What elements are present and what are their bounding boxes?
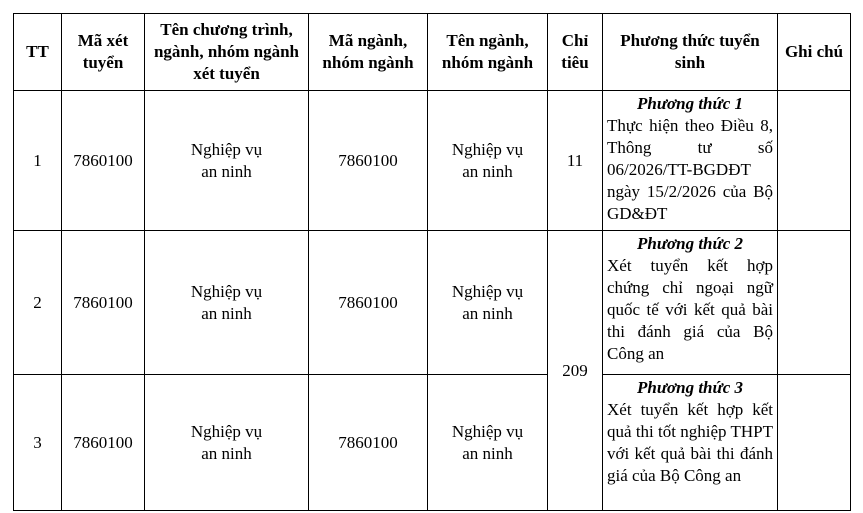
method-title: Phương thức 2 bbox=[636, 234, 743, 253]
header-ma-xet-tuyen: Mã xét tuyển bbox=[62, 14, 145, 91]
cell-ghi-chu bbox=[778, 231, 851, 375]
method-title: Phương thức 1 bbox=[636, 94, 743, 113]
cell-ghi-chu bbox=[778, 375, 851, 511]
program-name-line2: an ninh bbox=[201, 303, 252, 323]
method-text: Xét tuyển kết hợp chứng chỉ ngoại ngữ quốc tế với kết quả bài thi đánh giá của Bộ Công an bbox=[607, 256, 773, 363]
header-ten-nganh: Tên ngành, nhóm ngành bbox=[428, 14, 548, 91]
cell-ghi-chu bbox=[778, 91, 851, 231]
table-row bbox=[14, 375, 851, 511]
major-name-line2: an ninh bbox=[462, 161, 513, 181]
program-name-line1: Nghiệp vụ bbox=[190, 281, 263, 301]
table-row bbox=[14, 231, 851, 375]
major-name-line1: Nghiệp vụ bbox=[451, 421, 524, 441]
major-name-line1: Nghiệp vụ bbox=[451, 281, 524, 301]
cell-ma-xet-tuyen: 7860100 bbox=[62, 375, 145, 511]
cell-ten-chuong-trinh bbox=[145, 91, 309, 231]
method-title: Phương thức 3 bbox=[636, 378, 743, 397]
cell-phuong-thuc bbox=[603, 375, 778, 511]
cell-ma-xet-tuyen: 7860100 bbox=[62, 91, 145, 231]
method-text: Xét tuyển kết hợp kết quả thi tốt nghiệp THPT với kết quả bài thi đánh giá của Bộ Công an bbox=[607, 400, 773, 485]
cell-ten-nganh bbox=[428, 375, 548, 511]
cell-tt: 3 bbox=[14, 375, 62, 511]
header-ten-chuong-trinh: Tên chương trình, ngành, nhóm ngành xét tuyển bbox=[145, 14, 309, 91]
program-name-line2: an ninh bbox=[201, 161, 252, 181]
cell-ten-nganh bbox=[428, 91, 548, 231]
method-text: Thực hiện theo Điều 8, Thông tư số 06/2026/TT-BGDĐT ngày 15/2/2026 của Bộ GD&ĐT bbox=[607, 116, 773, 223]
table-row bbox=[14, 91, 851, 231]
cell-ten-chuong-trinh bbox=[145, 375, 309, 511]
cell-ten-chuong-trinh bbox=[145, 231, 309, 375]
cell-ma-nganh: 7860100 bbox=[309, 91, 428, 231]
major-name-line2: an ninh bbox=[462, 303, 513, 323]
header-ghi-chu: Ghi chú bbox=[778, 14, 851, 91]
major-name-line2: an ninh bbox=[462, 443, 513, 463]
header-row bbox=[14, 14, 851, 91]
cell-ten-nganh bbox=[428, 231, 548, 375]
header-ma-nganh: Mã ngành, nhóm ngành bbox=[309, 14, 428, 91]
admission-table bbox=[13, 13, 851, 511]
cell-phuong-thuc bbox=[603, 91, 778, 231]
cell-tt: 1 bbox=[14, 91, 62, 231]
cell-ma-nganh: 7860100 bbox=[309, 231, 428, 375]
cell-chi-tieu: 209 bbox=[548, 231, 603, 511]
cell-phuong-thuc bbox=[603, 231, 778, 375]
major-name-line1: Nghiệp vụ bbox=[451, 139, 524, 159]
program-name-line1: Nghiệp vụ bbox=[190, 421, 263, 441]
program-name-line2: an ninh bbox=[201, 443, 252, 463]
header-phuong-thuc: Phương thức tuyển sinh bbox=[603, 14, 778, 91]
cell-ma-xet-tuyen: 7860100 bbox=[62, 231, 145, 375]
header-chi-tieu: Chỉ tiêu bbox=[548, 14, 603, 91]
cell-chi-tieu: 11 bbox=[548, 91, 603, 231]
cell-ma-nganh: 7860100 bbox=[309, 375, 428, 511]
header-tt: TT bbox=[14, 14, 62, 91]
cell-tt: 2 bbox=[14, 231, 62, 375]
program-name-line1: Nghiệp vụ bbox=[190, 139, 263, 159]
